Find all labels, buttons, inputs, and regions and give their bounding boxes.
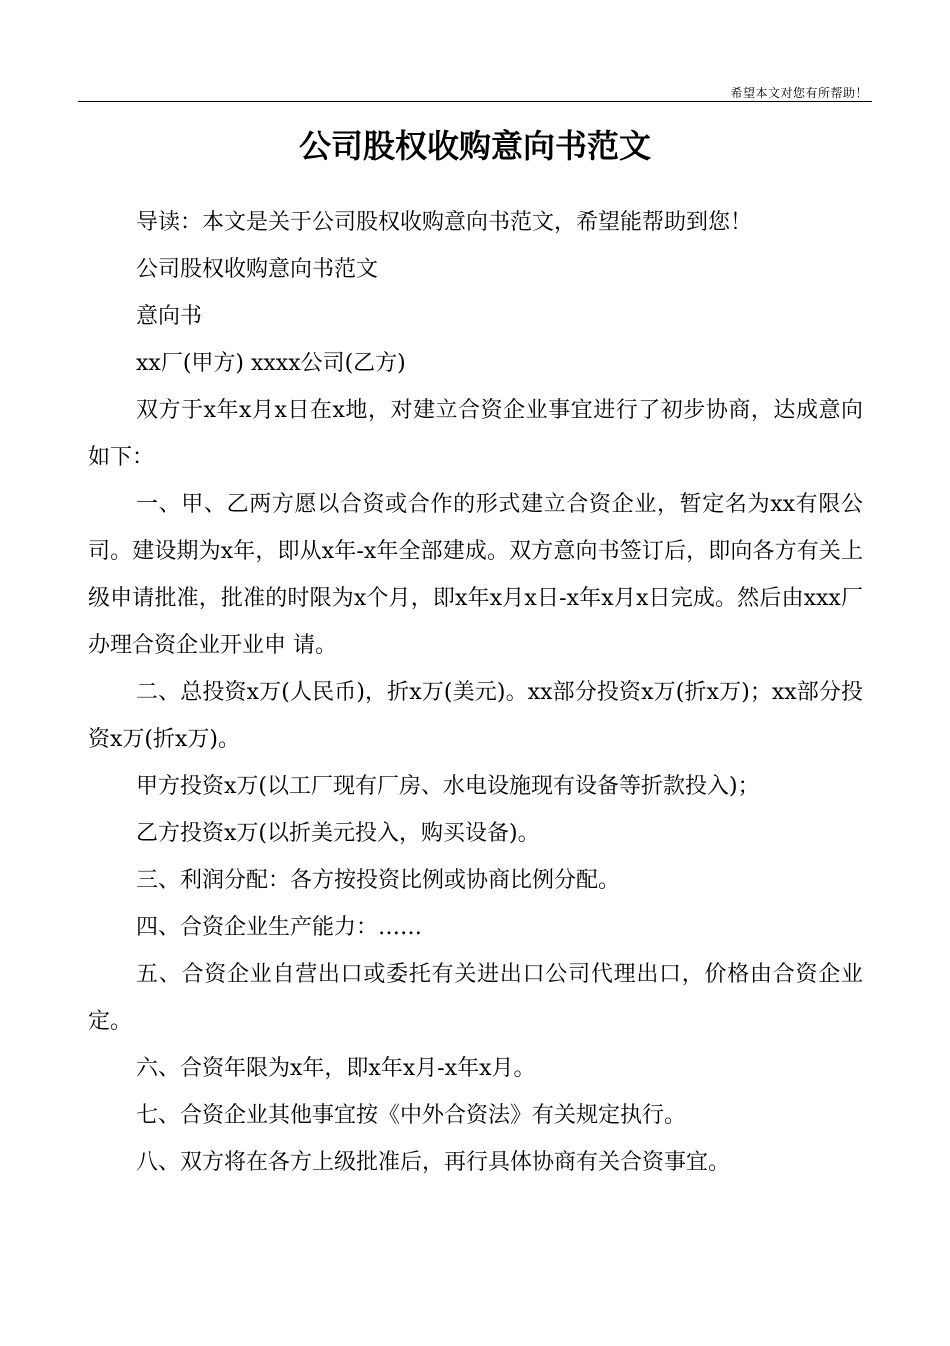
document-body (88, 199, 863, 1186)
header-note: 希望本文对您有所帮助！ (730, 86, 868, 100)
paragraph-clause-5: 五、合资企业自营出口或委托有关进出口公司代理出口，价格由合资企业定。 (88, 962, 863, 1034)
paragraph-letter-heading: 意向书 (136, 304, 203, 329)
paragraph-preamble: 双方于x年x月x日在x地，对建立合资企业事宜进行了初步协商，达成意向如下： (88, 398, 863, 470)
paragraph-parties: xx厂(甲方) xxxx公司(乙方) (136, 351, 406, 376)
paragraph-party-a-investment: 甲方投资x万(以工厂现有厂房、水电设施现有设备等折款投入)； (136, 774, 760, 799)
paragraph-clause-8: 八、双方将在各方上级批准后，再行具体协商有关合资事宜。 (136, 1150, 731, 1175)
paragraph-clause-1: 一、甲、乙两方愿以合资或合作的形式建立合资企业，暂定名为xx有限公司。建设期为x年，即从x年-x年全部建成。双方意向书签订后，即向各方有关上级申请批准，批准的时限为x个月，即x年x月x日-x年x月x日完成。然后由xxx厂办理合资企业开业申 请。 (88, 492, 863, 658)
paragraph-intro: 导读：本文是关于公司股权收购意向书范文，希望能帮助到您！ (136, 210, 753, 235)
paragraph-party-b-investment: 乙方投资x万(以折美元投入，购买设备)。 (136, 821, 540, 846)
paragraph-clause-4: 四、合资企业生产能力：…… (136, 915, 423, 940)
paragraph-clause-3: 三、利润分配：各方按投资比例或协商比例分配。 (136, 868, 621, 893)
document-title: 公司股权收购意向书范文 (298, 127, 651, 165)
paragraph-subtitle: 公司股权收购意向书范文 (136, 257, 379, 282)
paragraph-clause-2: 二、总投资x万(人民币)，折x万(美元)。xx部分投资x万(折x万)；xx部分投资x万(折x万)。 (88, 680, 863, 752)
header-divider (78, 101, 872, 102)
paragraph-clause-6: 六、合资年限为x年，即x年x月-x年x月。 (136, 1056, 536, 1081)
paragraph-clause-7: 七、合资企业其他事宜按《中外合资法》有关规定执行。 (136, 1103, 687, 1128)
